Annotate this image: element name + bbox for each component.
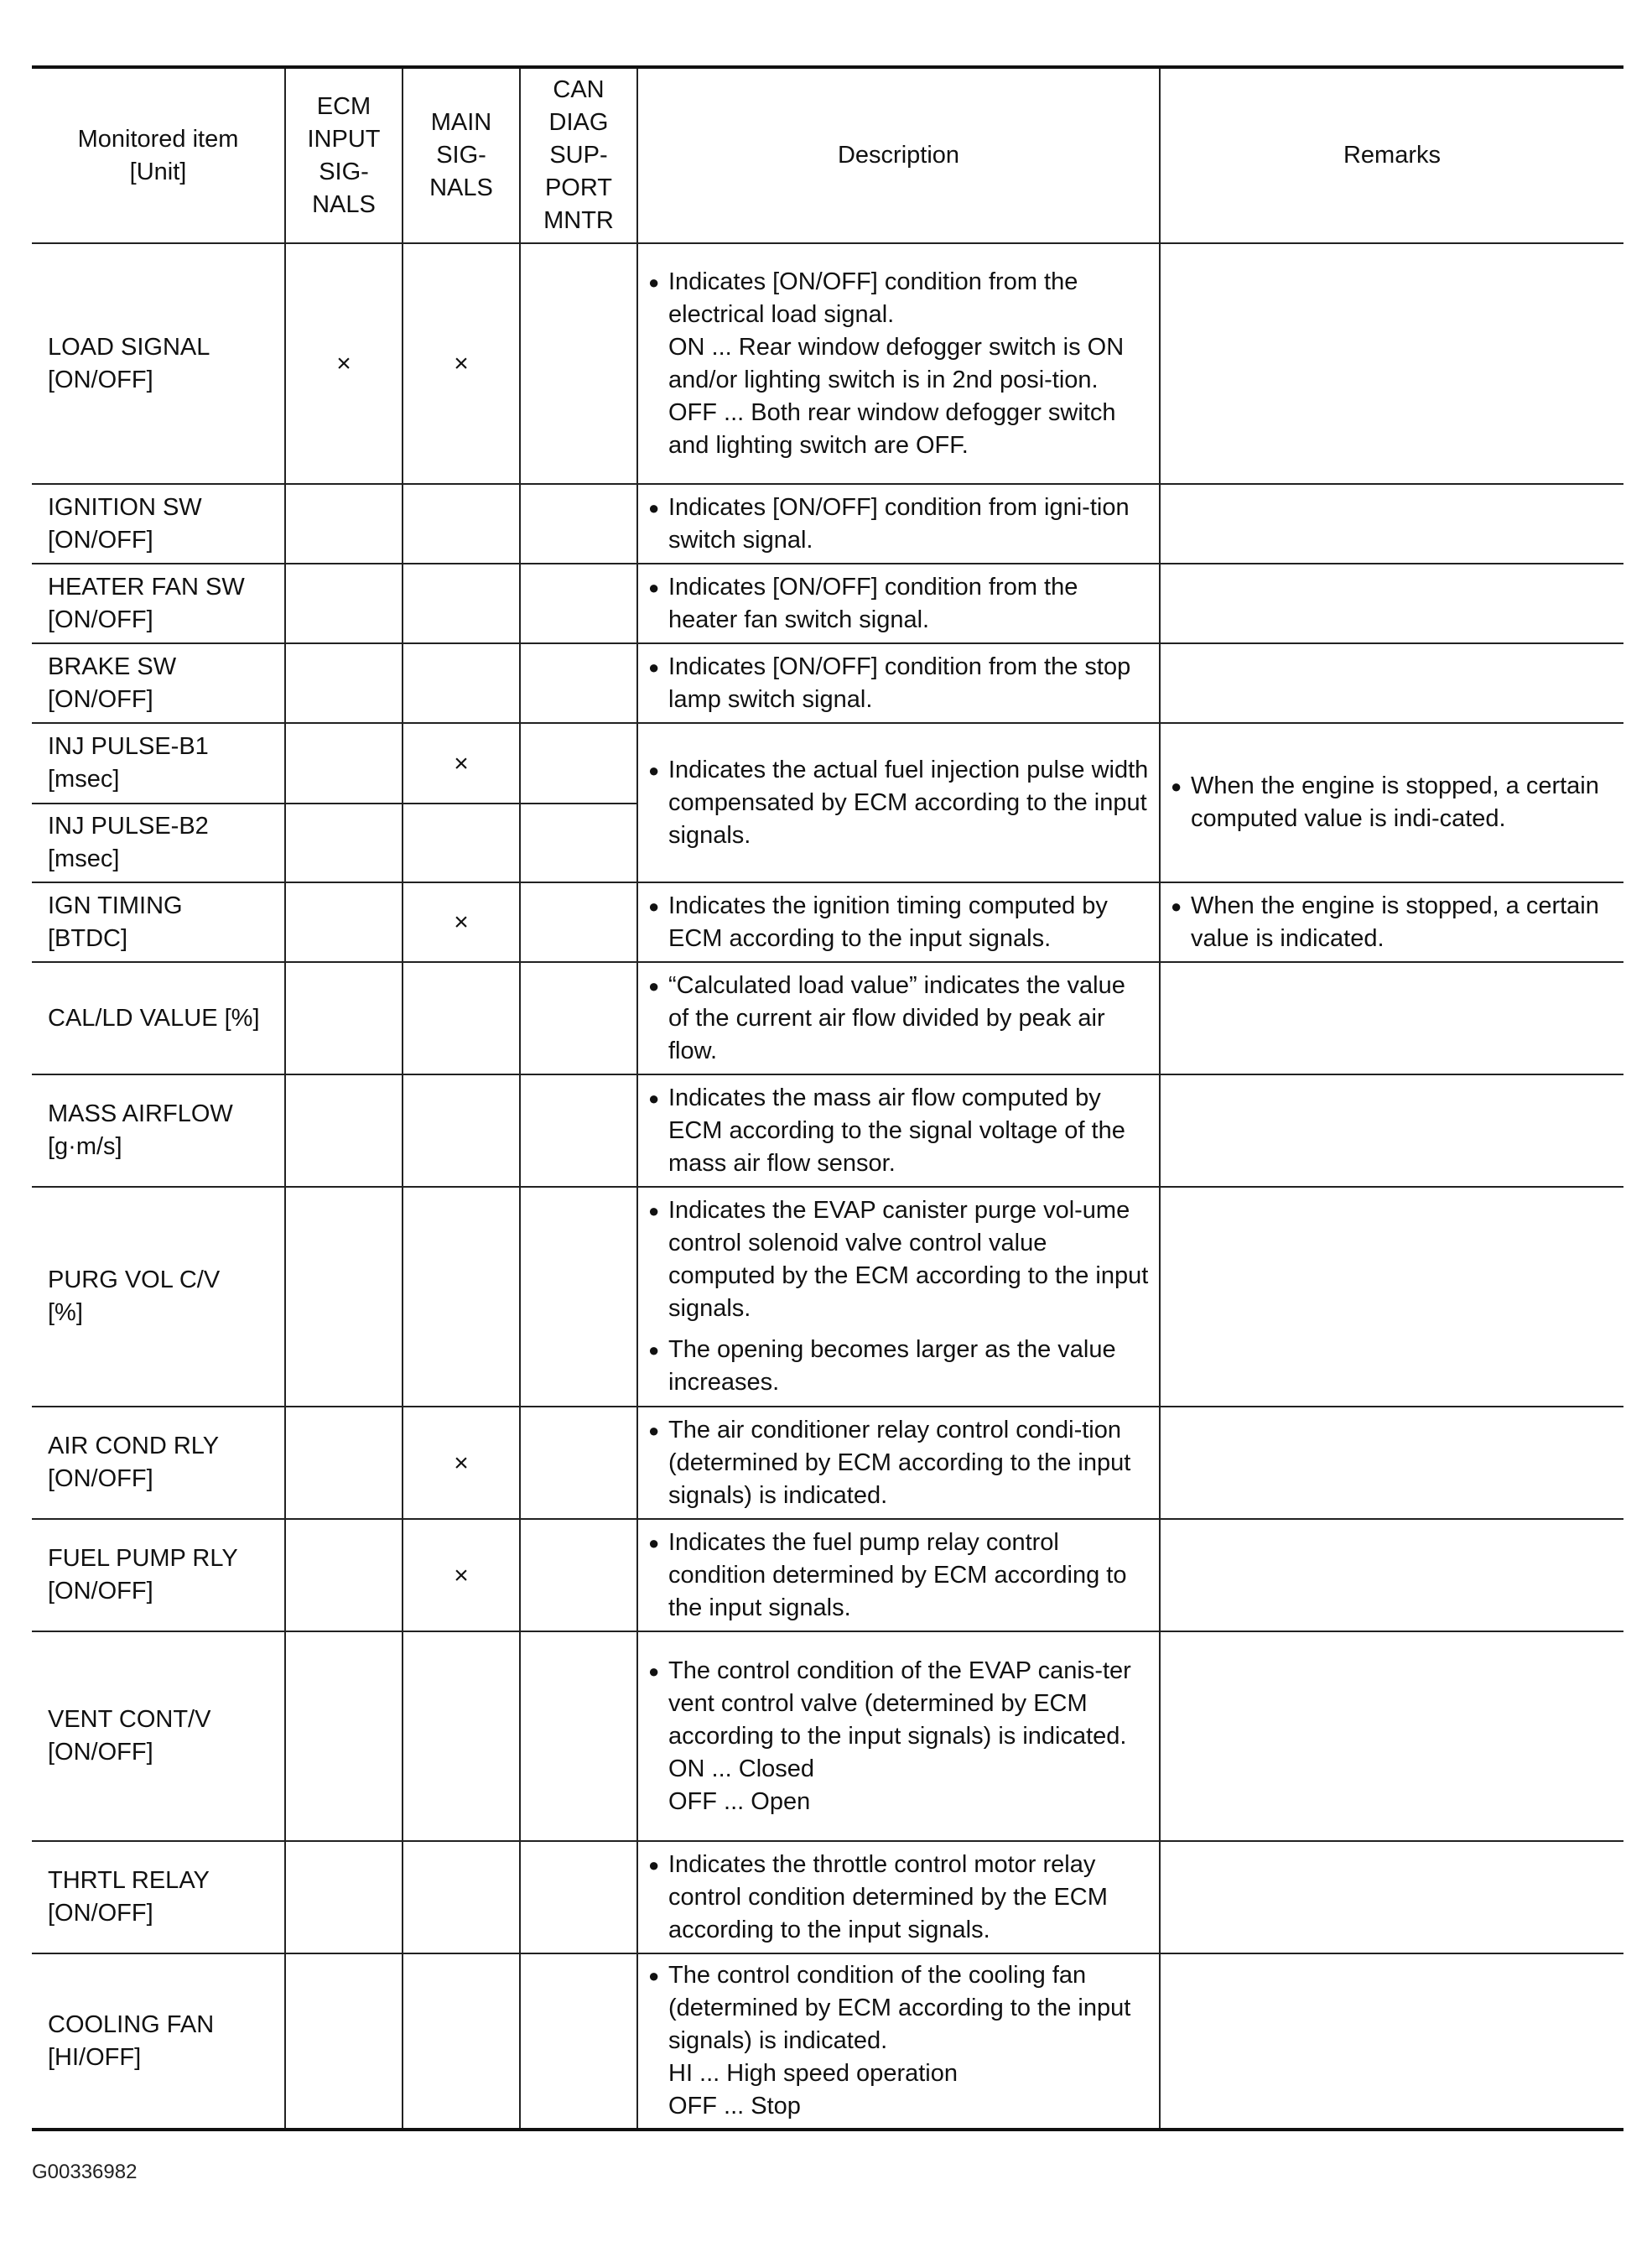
bullet-text: The control condition of the EVAP canis-ter vent control valve (determined by ECM according to the input signals) is indicated. ON ... Closed OFF ... Open	[668, 1657, 1131, 1815]
main-mark-cell	[403, 1631, 520, 1841]
item-label: CAL/LD VALUE [%]	[48, 1004, 260, 1032]
ecm-mark-cell	[285, 643, 403, 723]
bullet-text: When the engine is stopped, a certain value is indicated.	[1191, 892, 1599, 952]
check-mark-icon: ×	[336, 350, 351, 377]
item-cell-air-cond-rly	[32, 1407, 285, 1519]
item-cell-vent-cont-v	[32, 1631, 285, 1841]
main-mark-cell	[403, 1187, 520, 1407]
remarks-cell	[1160, 962, 1623, 1074]
description-cell	[637, 1407, 1160, 1519]
remarks-cell	[1160, 1187, 1623, 1407]
header-main-signals: MAIN SIG- NALS	[403, 67, 520, 243]
ecm-mark-cell	[285, 1519, 403, 1631]
item-label: AIR COND RLY [ON/OFF]	[48, 1433, 220, 1492]
document-page	[32, 65, 1623, 2131]
main-mark-cell	[403, 1407, 520, 1519]
main-mark-cell	[403, 484, 520, 564]
bullet-text: Indicates the EVAP canister purge vol-ume control solenoid valve control value computed by the ECM according to the input signals.	[668, 1197, 1149, 1322]
bullet-icon: ●	[648, 1660, 660, 1682]
description-cell	[637, 643, 1160, 723]
item-cell-heater-fan-sw	[32, 564, 285, 643]
remarks-cell	[1160, 643, 1623, 723]
can-mark-cell	[520, 723, 637, 804]
monitored-items-table	[32, 65, 1623, 2131]
table-row	[32, 1841, 1623, 1953]
bullet-text: Indicates [ON/OFF] condition from the heater fan switch signal.	[668, 573, 1078, 633]
ecm-mark-cell	[285, 564, 403, 643]
bullet-item	[648, 890, 1149, 955]
remarks-cell	[1160, 1407, 1623, 1519]
main-mark-cell	[403, 1074, 520, 1187]
item-cell-thrtl-relay	[32, 1841, 285, 1953]
can-mark-cell	[520, 804, 637, 882]
table-row	[32, 1187, 1623, 1407]
remarks-cell	[1160, 243, 1623, 484]
bullet-item	[648, 1082, 1149, 1180]
check-mark-icon: ×	[454, 908, 469, 936]
item-label: HEATER FAN SW [ON/OFF]	[48, 573, 245, 633]
main-mark-cell	[403, 882, 520, 962]
description-cell	[637, 1631, 1160, 1841]
can-mark-cell	[520, 882, 637, 962]
table-header-row	[32, 67, 1623, 243]
bullet-item	[648, 1849, 1149, 1947]
bullet-icon: ●	[1171, 776, 1182, 797]
description-cell	[637, 1519, 1160, 1631]
can-mark-cell	[520, 1187, 637, 1407]
bullet-item	[648, 1414, 1149, 1512]
bullet-text: When the engine is stopped, a certain computed value is indi-cated.	[1191, 772, 1599, 832]
table-row	[32, 243, 1623, 484]
figure-code: G00336982	[32, 2161, 138, 2183]
bullet-item	[648, 970, 1149, 1068]
item-label: MASS AIRFLOW [g·m/s]	[48, 1100, 233, 1160]
description-cell	[637, 1841, 1160, 1953]
item-label: IGN TIMING [BTDC]	[48, 892, 183, 952]
table-row	[32, 1407, 1623, 1519]
bullet-item	[1171, 890, 1613, 955]
item-cell-purg-vol-c-v	[32, 1187, 285, 1407]
ecm-mark-cell	[285, 1074, 403, 1187]
description-cell	[637, 1187, 1160, 1407]
bullet-item	[648, 651, 1149, 716]
bullet-text: The air conditioner relay control condi-tion (determined by ECM according to the input signals) is indicated.	[668, 1416, 1131, 1509]
remarks-cell	[1160, 1631, 1623, 1841]
ecm-mark-cell	[285, 962, 403, 1074]
bullet-text: Indicates the throttle control motor relay control condition determined by the ECM according to the input signals.	[668, 1850, 1108, 1943]
bullet-icon: ●	[648, 1854, 660, 1875]
bullet-icon: ●	[648, 1419, 660, 1441]
description-cell	[637, 723, 1160, 882]
item-label: IGNITION SW [ON/OFF]	[48, 493, 202, 554]
bullet-item	[648, 1959, 1149, 2123]
main-mark-cell	[403, 1519, 520, 1631]
bullet-item	[648, 266, 1149, 462]
header-ecm-input-signals: ECM INPUT SIG- NALS	[285, 67, 403, 243]
item-cell-ignition-sw	[32, 484, 285, 564]
ecm-mark-cell	[285, 1953, 403, 2130]
can-mark-cell	[520, 243, 637, 484]
ecm-mark-cell	[285, 484, 403, 564]
bullet-text: The control condition of the cooling fan (determined by ECM according to the input signals) is indicated. HI ... High speed operation OFF ... Stop	[668, 1962, 1131, 2120]
bullet-icon: ●	[648, 656, 660, 678]
bullet-icon: ●	[648, 975, 660, 996]
main-mark-cell	[403, 1953, 520, 2130]
remarks-cell	[1160, 564, 1623, 643]
item-label: INJ PULSE-B2 [msec]	[48, 813, 209, 872]
main-mark-cell	[403, 243, 520, 484]
remarks-cell	[1160, 882, 1623, 962]
bullet-icon: ●	[648, 895, 660, 917]
bullet-item	[648, 754, 1149, 852]
remarks-cell	[1160, 1074, 1623, 1187]
bullet-text: Indicates [ON/OFF] condition from the electrical load signal. ON ... Rear window defogger switch is ON and/or lighting switch is in 2nd posi-tion. OFF ... Both rear window defogger switch and lighting switch are OFF.	[668, 268, 1125, 459]
item-cell-cal-ld-value	[32, 962, 285, 1074]
bullet-text: Indicates the actual fuel injection pulse width compensated by ECM according to the input signals.	[668, 756, 1149, 849]
item-label: PURG VOL C/V [%]	[48, 1267, 221, 1326]
bullet-icon: ●	[1171, 895, 1182, 917]
table-row	[32, 484, 1623, 564]
item-cell-cooling-fan	[32, 1953, 285, 2130]
bullet-text: Indicates the mass air flow computed by ECM according to the signal voltage of the mass air flow sensor.	[668, 1084, 1125, 1177]
bullet-icon: ●	[648, 497, 660, 518]
check-mark-icon: ×	[454, 350, 469, 377]
bullet-icon: ●	[648, 1087, 660, 1109]
bullet-text: “Calculated load value” indicates the value of the current air flow divided by peak air flow.	[668, 971, 1125, 1064]
description-cell	[637, 882, 1160, 962]
description-cell	[637, 1074, 1160, 1187]
item-cell-ign-timing	[32, 882, 285, 962]
ecm-mark-cell	[285, 723, 403, 804]
description-cell	[637, 962, 1160, 1074]
header-monitored-item: Monitored item [Unit]	[32, 67, 285, 243]
item-cell-mass-airflow	[32, 1074, 285, 1187]
item-cell-load-signal	[32, 243, 285, 484]
table-row	[32, 723, 1623, 804]
main-mark-cell	[403, 962, 520, 1074]
table-row	[32, 1631, 1623, 1841]
can-mark-cell	[520, 1074, 637, 1187]
item-label: BRAKE SW [ON/OFF]	[48, 653, 177, 713]
bullet-icon: ●	[648, 1965, 660, 1986]
remarks-cell	[1160, 484, 1623, 564]
bullet-item	[648, 1194, 1149, 1325]
item-label: VENT CONT/V [ON/OFF]	[48, 1706, 211, 1766]
table-row	[32, 962, 1623, 1074]
can-mark-cell	[520, 962, 637, 1074]
check-mark-icon: ×	[454, 749, 469, 778]
table-row	[32, 643, 1623, 723]
ecm-mark-cell	[285, 1407, 403, 1519]
can-mark-cell	[520, 564, 637, 643]
main-mark-cell	[403, 723, 520, 804]
bullet-icon: ●	[648, 271, 660, 293]
bullet-text: Indicates [ON/OFF] condition from igni-tion switch signal.	[668, 493, 1130, 554]
remarks-cell	[1160, 723, 1623, 882]
can-mark-cell	[520, 1519, 637, 1631]
bullet-item	[648, 1334, 1149, 1399]
ecm-mark-cell	[285, 243, 403, 484]
bullet-text: Indicates [ON/OFF] condition from the stop lamp switch signal.	[668, 653, 1131, 713]
ecm-mark-cell	[285, 1631, 403, 1841]
ecm-mark-cell	[285, 1187, 403, 1407]
description-cell	[637, 484, 1160, 564]
bullet-text: Indicates the fuel pump relay control condition determined by ECM according to the input signals.	[668, 1528, 1127, 1621]
main-mark-cell	[403, 643, 520, 723]
item-cell-inj-pulse-b1	[32, 723, 285, 804]
item-label: COOLING FAN [HI/OFF]	[48, 2010, 215, 2071]
remarks-cell	[1160, 1519, 1623, 1631]
table-row	[32, 1519, 1623, 1631]
table-row	[32, 882, 1623, 962]
bullet-icon: ●	[648, 576, 660, 598]
bullet-icon: ●	[648, 1200, 660, 1221]
bullet-text: The opening becomes larger as the value increases.	[668, 1336, 1116, 1396]
item-cell-fuel-pump-rly	[32, 1519, 285, 1631]
header-remarks: Remarks	[1160, 67, 1623, 243]
bullet-icon: ●	[648, 1532, 660, 1553]
main-mark-cell	[403, 564, 520, 643]
bullet-item	[648, 1655, 1149, 1818]
remarks-cell	[1160, 1841, 1623, 1953]
item-cell-inj-pulse-b2	[32, 804, 285, 882]
can-mark-cell	[520, 1953, 637, 2130]
header-can-diag-support-mntr: CAN DIAG SUP- PORT MNTR	[520, 67, 637, 243]
bullet-text: Indicates the ignition timing computed by ECM according to the input signals.	[668, 892, 1108, 952]
main-mark-cell	[403, 1841, 520, 1953]
bullet-item	[648, 1527, 1149, 1625]
bullet-icon: ●	[648, 1339, 660, 1360]
description-cell	[637, 1953, 1160, 2130]
can-mark-cell	[520, 1631, 637, 1841]
ecm-mark-cell	[285, 882, 403, 962]
table-row	[32, 1953, 1623, 2130]
item-cell-brake-sw	[32, 643, 285, 723]
bullet-item	[1171, 770, 1613, 835]
ecm-mark-cell	[285, 804, 403, 882]
bullet-item	[648, 571, 1149, 637]
can-mark-cell	[520, 643, 637, 723]
item-label: LOAD SIGNAL [ON/OFF]	[48, 333, 210, 393]
remarks-cell	[1160, 1953, 1623, 2130]
can-mark-cell	[520, 1407, 637, 1519]
check-mark-icon: ×	[454, 1561, 469, 1589]
main-mark-cell	[403, 804, 520, 882]
can-mark-cell	[520, 484, 637, 564]
check-mark-icon: ×	[454, 1449, 469, 1477]
item-label: FUEL PUMP RLY [ON/OFF]	[48, 1545, 238, 1605]
table-row	[32, 564, 1623, 643]
header-description: Description	[637, 67, 1160, 243]
bullet-icon: ●	[648, 759, 660, 781]
item-label: THRTL RELAY [ON/OFF]	[48, 1867, 210, 1927]
bullet-item	[648, 492, 1149, 557]
description-cell	[637, 564, 1160, 643]
ecm-mark-cell	[285, 1841, 403, 1953]
table-row	[32, 1074, 1623, 1187]
item-label: INJ PULSE-B1 [msec]	[48, 733, 209, 793]
can-mark-cell	[520, 1841, 637, 1953]
description-cell	[637, 243, 1160, 484]
